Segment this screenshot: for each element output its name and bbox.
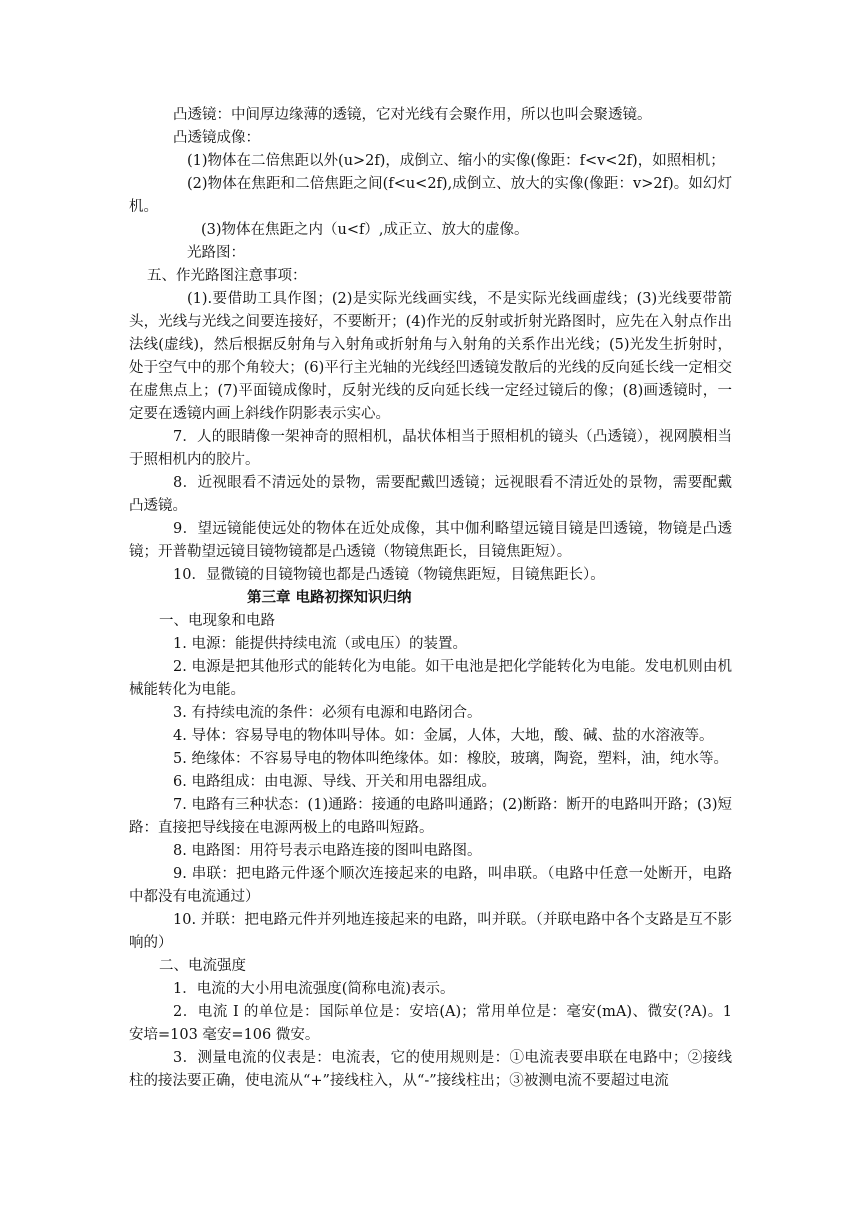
circuit-item-1: 1. 电源：能提供持续电流（或电压）的装置。 [173, 636, 467, 652]
chapter-3-section-2-heading: 二、电流强度 [159, 958, 246, 974]
document-body [129, 104, 732, 1093]
current-item-3: 3．测量电流的仪表是：电流表，它的使用规则是：①电流表要串联在电路中；②接线柱的接法要正确，使电流从“+”接线柱入，从“-”接线柱出；③被测电流不要超过电流 [129, 1050, 732, 1089]
optics-item-8: 8．近视眼看不清远处的景物，需要配戴凹透镜；远视眼看不清近处的景物，需要配戴凸透镜。 [129, 475, 732, 514]
section-5-body: (1).要借助工具作图；(2)是实际光线画实线，不是实际光线画虚线；(3)光线要带箭头，光线与光线之间要连接好，不要断开；(4)作光的反射或折射光路图时，应先在入射点作出法线(虚线)，然后根据反射角与入射角或折射角与入射角的关系作出光线；(5)光发生折射时，处于空气中的那个角较大；(6)平行主光轴的光线经凹透镜发散后的光线的反向延长线一定相交在虚焦点上；(7)平面镜成像时，反射光线的反向延长线一定经过镜后的像；(8)画透镜时，一定要在透镜内画上斜线作阴影表示实心。 [129, 291, 732, 422]
circuit-item-10: 10. 并联：把电路元件并列地连接起来的电路，叫并联。（并联电路中各个支路是互不影响的） [129, 912, 732, 951]
imaging-case-1: (1)物体在二倍焦距以外(u>2f)，成倒立、缩小的实像(像距：f<v<2f)，如照相机； [187, 153, 725, 169]
optics-item-9: 9．望远镜能使远处的物体在近处成像，其中伽利略望远镜目镜是凹透镜，物镜是凸透镜；开普勒望远镜目镜物镜都是凸透镜（物镜焦距长，目镜焦距短）。 [129, 521, 732, 560]
section-5-heading: 五、作光路图注意事项： [147, 268, 307, 284]
circuit-item-7: 7. 电路有三种状态：(1)通路：接通的电路叫通路；(2)断路：断开的电路叫开路；(3)短路：直接把导线接在电源两极上的电路叫短路。 [129, 797, 732, 836]
circuit-item-9: 9. 串联：把电路元件逐个顺次连接起来的电路，叫串联。（电路中任意一处断开，电路中都没有电流通过） [129, 866, 732, 905]
circuit-item-5: 5. 绝缘体：不容易导电的物体叫绝缘体。如：橡胶，玻璃，陶瓷，塑料，油，纯水等。 [173, 751, 728, 767]
circuit-item-8: 8. 电路图：用符号表示电路连接的图叫电路图。 [173, 843, 482, 859]
convex-lens-definition: 凸透镜：中间厚边缘薄的透镜，它对光线有会聚作用，所以也叫会聚透镜。 [173, 107, 652, 123]
circuit-item-3: 3. 有持续电流的条件：必须有电源和电路闭合。 [173, 705, 482, 721]
convex-imaging-title: 凸透镜成像： [173, 130, 260, 146]
circuit-item-6: 6. 电路组成：由电源、导线、开关和用电器组成。 [173, 774, 496, 790]
circuit-item-2: 2. 电源是把其他形式的能转化为电能。如干电池是把化学能转化为电能。发电机则由机械能转化为电能。 [129, 659, 732, 698]
optics-item-10: 10．显微镜的目镜物镜也都是凸透镜（物镜焦距短，目镜焦距长）。 [173, 567, 605, 583]
chapter-3-title: 第三章 电路初探知识归纳 [247, 590, 412, 606]
imaging-case-2: (2)物体在焦距和二倍焦距之间(f<u<2f),成倒立、放大的实像(像距：v>2f)。如幻灯机。 [129, 176, 732, 215]
current-item-2: 2．电流 I 的单位是：国际单位是：安培(A)；常用单位是：毫安(mA)、微安(?A)。1 安培=103 毫安=106 微安。 [129, 1004, 732, 1043]
current-item-1: 1．电流的大小用电流强度(简称电流)表示。 [173, 981, 455, 997]
imaging-case-3: (3)物体在焦距之内（u<f）,成正立、放大的虚像。 [201, 222, 529, 238]
chapter-3-section-1-heading: 一、电现象和电路 [159, 613, 275, 629]
circuit-item-4: 4. 导体：容易导电的物体叫导体。如：金属，人体，大地，酸、碱、盐的水溶液等。 [173, 728, 714, 744]
optics-item-7: 7．人的眼睛像一架神奇的照相机，晶状体相当于照相机的镜头（凸透镜），视网膜相当于照相机内的胶片。 [129, 429, 732, 468]
light-path-diagram-label: 光路图： [187, 245, 245, 261]
